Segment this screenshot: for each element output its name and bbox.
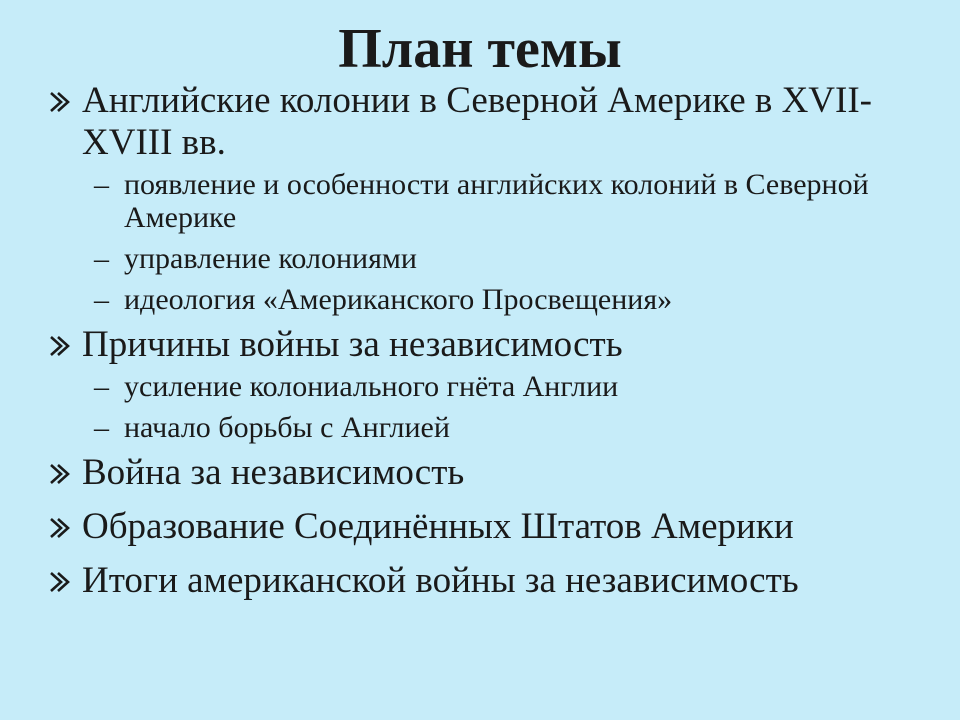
slide-title: План темы	[338, 18, 622, 80]
outline-subitem	[48, 242, 914, 275]
outline-subitems	[48, 370, 914, 444]
dash-marker: –	[94, 283, 109, 316]
outline-subitem-label: начало борьбы с Англией	[124, 411, 450, 444]
double-chevron-right-icon	[48, 570, 72, 594]
double-chevron-right-icon	[48, 516, 72, 540]
topic-outline	[48, 80, 914, 602]
dash-marker: –	[94, 168, 109, 201]
outline-item	[48, 452, 914, 494]
dash-marker: –	[94, 411, 109, 444]
outline-subitems	[48, 168, 914, 316]
outline-item	[48, 324, 914, 366]
outline-item-label: Английские колонии в Северной Америке в XVII-XVIII вв.	[82, 80, 872, 163]
dash-marker: –	[94, 242, 109, 275]
outline-item-label: Образование Соединённых Штатов Америки	[82, 506, 794, 547]
double-chevron-right-icon	[48, 334, 72, 358]
outline-subitem	[48, 370, 914, 403]
outline-subitem-label: усиление колониального гнёта Англии	[124, 370, 619, 403]
outline-item-label: Итоги американской войны за независимость	[82, 560, 799, 601]
outline-subitem	[48, 283, 914, 316]
double-chevron-right-icon	[48, 90, 72, 114]
outline-item	[48, 560, 914, 602]
outline-item	[48, 80, 914, 164]
outline-subitem-label: управление колониями	[124, 242, 417, 275]
double-chevron-right-icon	[48, 462, 72, 486]
outline-subitem	[48, 168, 914, 234]
outline-item-label: Причины войны за независимость	[82, 324, 623, 365]
outline-subitem-label: появление и особенности английских колоний в Северной Америке	[124, 168, 869, 234]
dash-marker: –	[94, 370, 109, 403]
outline-item-label: Война за независимость	[82, 452, 465, 493]
outline-subitem-label: идеология «Американского Просвещения»	[124, 283, 673, 316]
outline-item	[48, 506, 914, 548]
outline-subitem	[48, 411, 914, 444]
